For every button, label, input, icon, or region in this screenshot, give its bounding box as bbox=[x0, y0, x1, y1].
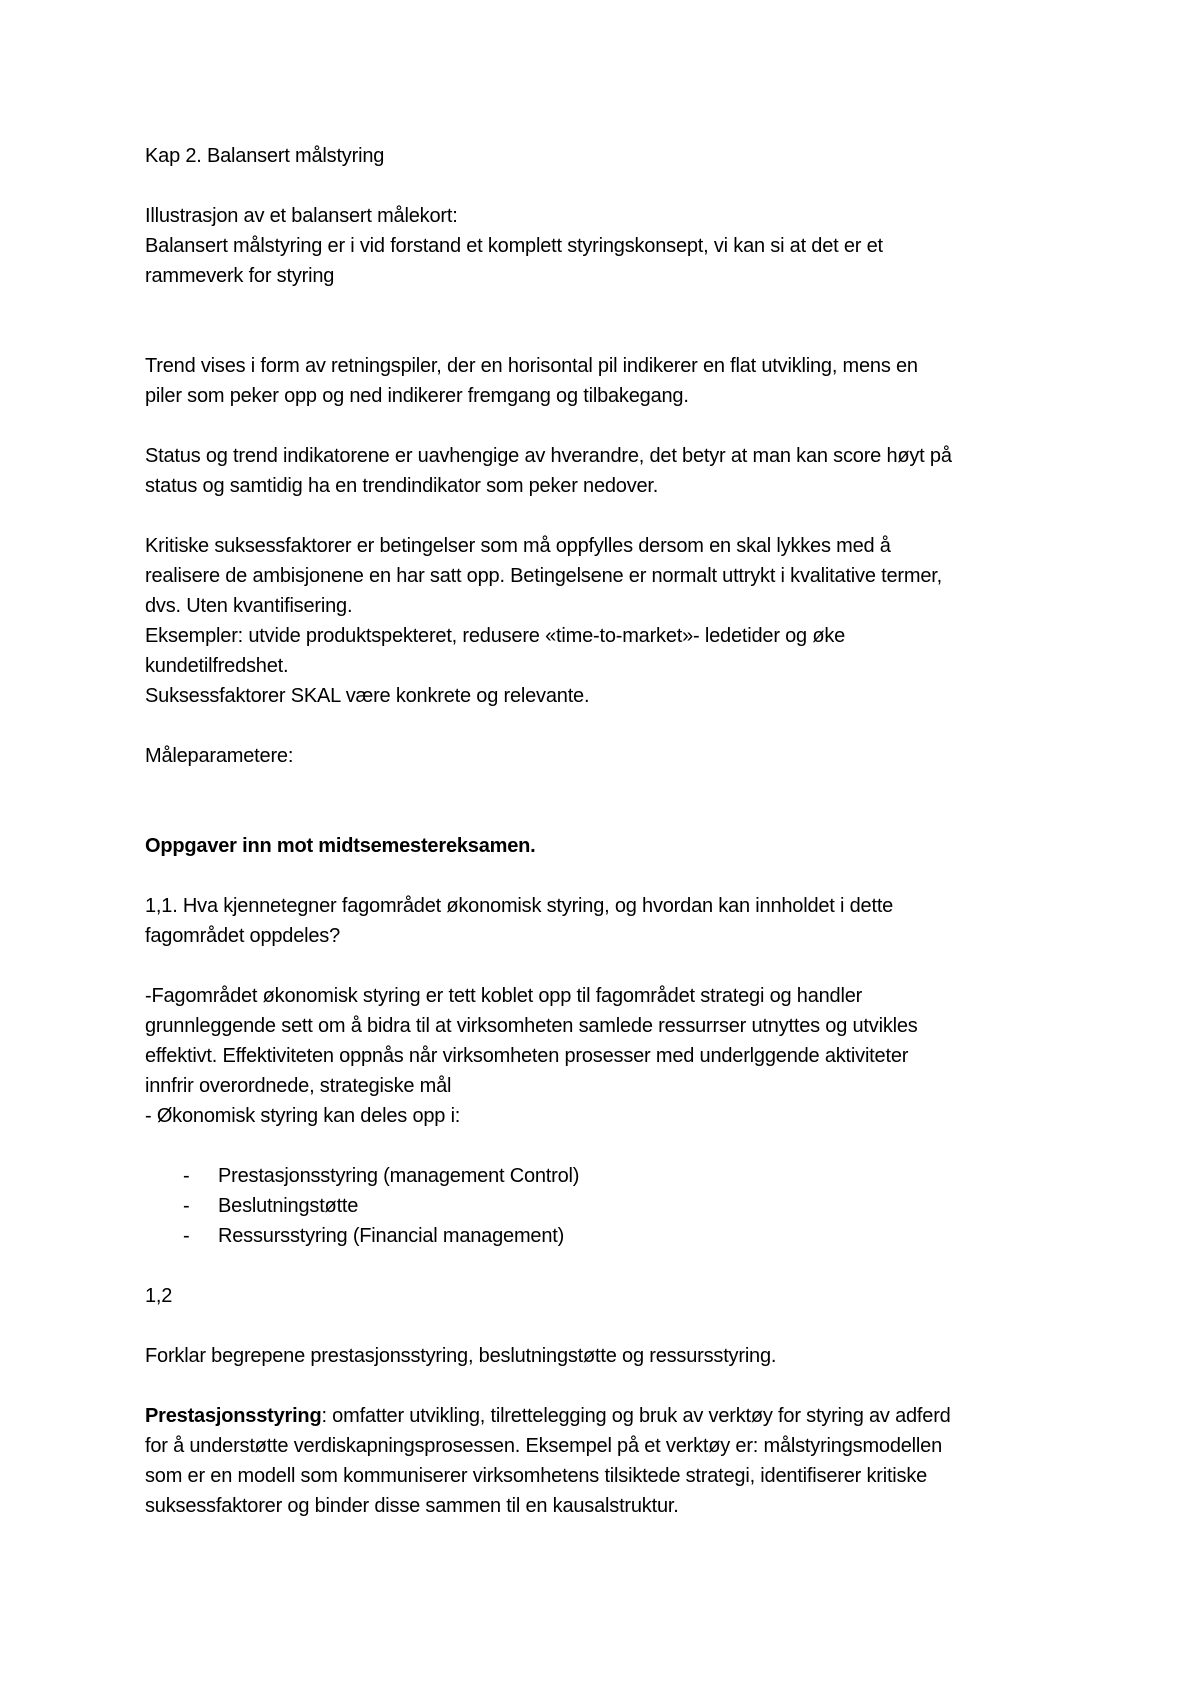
list-item bbox=[145, 1161, 1085, 1191]
answer-1-1 bbox=[145, 981, 1085, 1131]
list-dash: - bbox=[183, 1165, 190, 1187]
text-line: Illustrasjon av et balansert målekort: bbox=[145, 205, 458, 227]
list-dash: - bbox=[183, 1195, 190, 1217]
text-line: Status og trend indikatorene er uavhengige av hverandre, det betyr at man kan score høyt på bbox=[145, 445, 952, 467]
trend-paragraph bbox=[145, 351, 1085, 411]
text-line: - Økonomisk styring kan deles opp i: bbox=[145, 1105, 461, 1127]
document-page bbox=[145, 141, 1085, 1551]
text-line: som er en modell som kommuniserer virksomhetens tilsiktede strategi, identifiserer kritiske bbox=[145, 1465, 928, 1487]
text-line: Måleparametere: bbox=[145, 745, 294, 767]
success-factors-paragraph bbox=[145, 531, 1085, 711]
text-line: realisere de ambisjonene en har satt opp. Betingelsene er normalt uttrykt i kvalitative termer, bbox=[145, 565, 942, 587]
text-line: Kritiske suksessfaktorer er betingelser som må oppfylles dersom en skal lykkes med å bbox=[145, 535, 891, 557]
text-line: -Fagområdet økonomisk styring er tett koblet opp til fagområdet strategi og handler bbox=[145, 985, 863, 1007]
text-line: kundetilfredshet. bbox=[145, 655, 289, 677]
list-item bbox=[145, 1191, 1085, 1221]
text-line: innfrir overordnede, strategiske mål bbox=[145, 1075, 452, 1097]
answer-1-2 bbox=[145, 1401, 1085, 1521]
text-line: Trend vises i form av retningspiler, der en horisontal pil indikerer en flat utvikling, mens en bbox=[145, 355, 918, 377]
heading-text: Oppgaver inn mot midtsemestereksamen. bbox=[145, 835, 536, 857]
question-1-2 bbox=[145, 1341, 1085, 1371]
document-title bbox=[145, 141, 1085, 171]
text-line: dvs. Uten kvantifisering. bbox=[145, 595, 353, 617]
blank-line bbox=[145, 321, 1085, 351]
question-1-1 bbox=[145, 891, 1085, 951]
list-item-text: Beslutningstøtte bbox=[218, 1195, 359, 1217]
text-line: piler som peker opp og ned indikerer fremgang og tilbakegang. bbox=[145, 385, 689, 407]
text-line: Eksempler: utvide produktspekteret, redusere «time-to-market»- ledetider og øke bbox=[145, 625, 846, 647]
text-line bbox=[145, 1401, 1085, 1431]
text-line: suksessfaktorer og binder disse sammen til en kausalstruktur. bbox=[145, 1495, 679, 1517]
text-line: Balansert målstyring er i vid forstand et komplett styringskonsept, vi kan si at det er et bbox=[145, 235, 883, 257]
steering-areas-list bbox=[145, 1161, 1085, 1251]
list-item bbox=[145, 1221, 1085, 1251]
measure-parameters-label bbox=[145, 741, 1085, 771]
text-line: effektivt. Effektiviteten oppnås når virksomheten prosesser med underlggende aktiviteter bbox=[145, 1045, 909, 1067]
text-line: 1,2 bbox=[145, 1285, 173, 1307]
list-dash: - bbox=[183, 1225, 190, 1247]
term-prestasjonsstyring: Prestasjonsstyring bbox=[145, 1405, 322, 1427]
term-definition: : omfatter utvikling, tilrettelegging og bruk av verktøy for styring av adferd bbox=[321, 1405, 951, 1427]
text-line: for å understøtte verdiskapningsprosessen. Eksempel på et verktøy er: målstyringsmodellen bbox=[145, 1435, 943, 1457]
intro-paragraph bbox=[145, 201, 1085, 291]
question-1-2-number bbox=[145, 1281, 1085, 1311]
text-line: 1,1. Hva kjennetegner fagområdet økonomisk styring, og hvordan kan innholdet i dette bbox=[145, 895, 894, 917]
list-item-text: Ressursstyring (Financial management) bbox=[218, 1225, 565, 1247]
text-line: Forklar begrepene prestasjonsstyring, beslutningstøtte og ressursstyring. bbox=[145, 1345, 777, 1367]
text-line: rammeverk for styring bbox=[145, 265, 335, 287]
text-line: fagområdet oppdeles? bbox=[145, 925, 341, 947]
text-line: status og samtidig ha en trendindikator som peker nedover. bbox=[145, 475, 659, 497]
text-line: Suksessfaktorer SKAL være konkrete og relevante. bbox=[145, 685, 590, 707]
list-item-text: Prestasjonsstyring (management Control) bbox=[218, 1165, 580, 1187]
text-line: grunnleggende sett om å bidra til at virksomheten samlede ressurrser utnyttes og utvikles bbox=[145, 1015, 918, 1037]
status-paragraph bbox=[145, 441, 1085, 501]
title-text: Kap 2. Balansert målstyring bbox=[145, 145, 385, 167]
section-heading bbox=[145, 831, 1085, 861]
